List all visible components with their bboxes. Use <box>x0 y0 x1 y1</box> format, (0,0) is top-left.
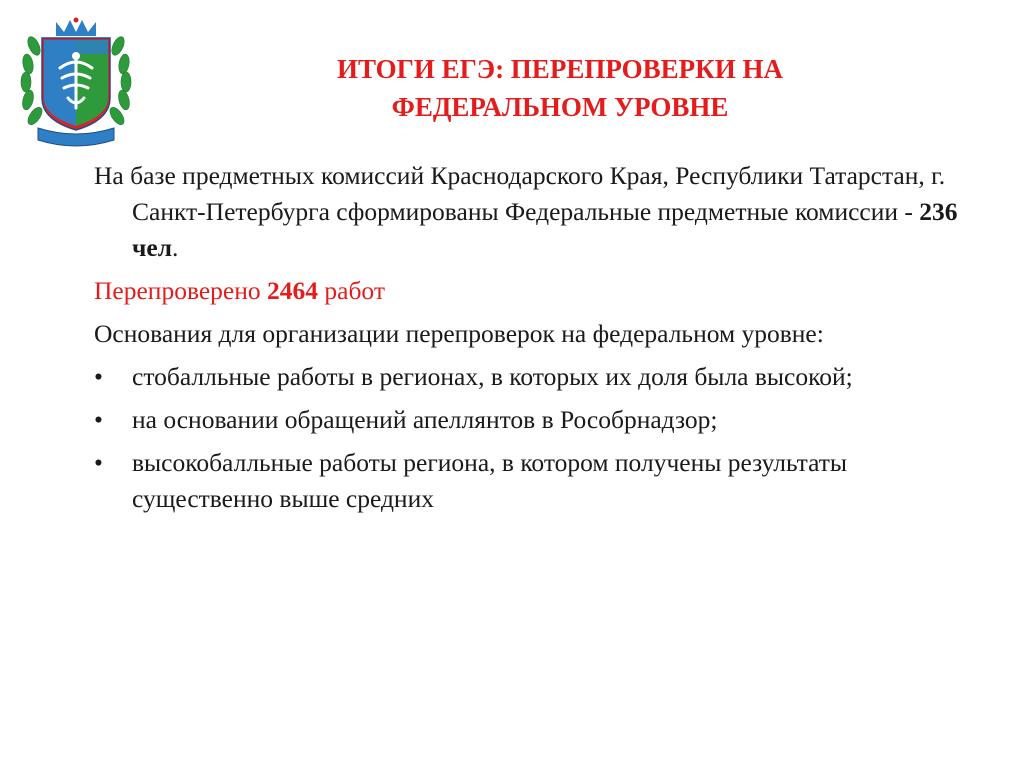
bullet-icon: • <box>94 362 103 391</box>
paragraph-commissions-end: . <box>172 233 179 262</box>
slide-body <box>94 158 984 517</box>
bullet-icon: • <box>94 448 103 477</box>
coat-of-arms-icon <box>20 16 132 148</box>
rechecked-suffix: работ <box>318 276 385 305</box>
paragraph-rechecked <box>94 273 984 309</box>
list-item-text: на основании обращений апеллянтов в Рособрнадзор; <box>132 405 718 434</box>
bullet-icon: • <box>94 405 103 434</box>
rechecked-count: 2464 <box>267 276 318 305</box>
rechecked-prefix: Перепроверено <box>94 276 267 305</box>
list-item-text: высокобалльные работы региона, в котором получены результаты существенно выше средних <box>132 448 848 513</box>
list-item-text: стобалльные работы в регионах, в которых их доля была высокой; <box>132 362 853 391</box>
commission-count: 236 чел <box>132 197 958 262</box>
title-line-1: ИТОГИ ЕГЭ: ПЕРЕПРОВЕРКИ НА <box>336 54 783 84</box>
title-line-2: ФЕДЕРАЛЬНОМ УРОВНЕ <box>391 92 729 122</box>
paragraph-commissions <box>94 158 984 266</box>
list-item <box>94 359 984 395</box>
paragraph-grounds: Основания для организации перепроверок на федеральном уровне: <box>94 319 824 348</box>
list-item <box>94 445 984 517</box>
page-title <box>180 50 940 126</box>
paragraph-commissions-text: На базе предметных комиссий Краснодарского Края, Республики Татарстан, г. Санкт-Петербурга сформированы Федеральные предметные комиссии - <box>94 161 946 226</box>
list-item <box>94 402 984 438</box>
